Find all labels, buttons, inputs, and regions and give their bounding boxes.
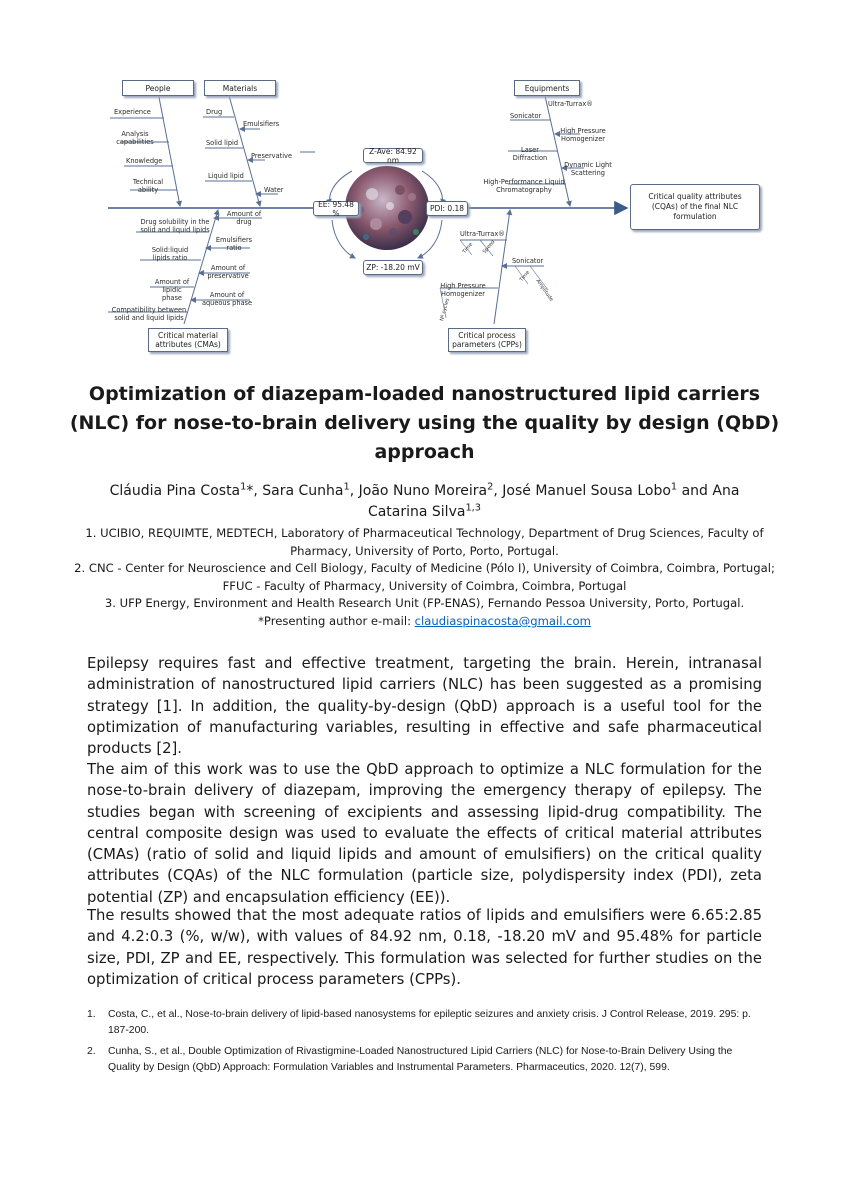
cpp-param: Time [461, 241, 475, 255]
cma-item: Compatibility between solid and liquid lipids [111, 306, 187, 322]
paper-title: Optimization of diazepam-loaded nanostructured lipid carriers (NLC) for nose-to-brain delivery using the quality by design (QbD) approach [69, 383, 780, 463]
affiliations [70, 525, 779, 631]
reference-text: Costa, C., et al., Nose-to-brain delivery of lipid-based nanosystems for epileptic seizures and anxiety crisis. J Control Release, 2019. 295: p. 187-200. [108, 1009, 751, 1036]
cma-item: Amount of aqueous phase [201, 291, 253, 307]
cpp-param: Time [518, 269, 532, 283]
reference-item [87, 1044, 767, 1075]
contact-line [70, 613, 779, 631]
cma-item: Drug solubility in the solid and liquid lipids [140, 218, 210, 234]
reference-number: 2. [87, 1046, 96, 1057]
cma-item: Amount of preservative [207, 264, 249, 280]
author-name: Cláudia Pina Costa [109, 483, 241, 499]
paragraph-2: The aim of this work was to use the QbD approach to optimize a NLC formulation for the nose-to-brain delivery of diazepam, improving the emergency therapy of epilepsy. The studies began with screening of excipients and assessing lipid-drug compatibility. The central composite design was used to evaluate the effects of critical material attributes (CMAs) (ratio of solid and liquid lipids and amount of emulsifiers) on the critical quality attributes (CQAs) of the NLC formulation (particle size, polydispersity index (PDI), zeta potential (ZP) and encapsulation efficiency (EE)). [87, 761, 762, 906]
affiliation-2: 2. CNC - Center for Neuroscience and Cell Biology, Faculty of Medicine (Pólo I), University of Coimbra, Coimbra, Portugal; FFUC - Faculty of Pharmacy, University of Coimbra, Coimbra, Portugal [74, 561, 775, 593]
presenting-mark: * [246, 483, 254, 499]
cpp-item: Sonicator [512, 257, 544, 265]
category-equipments: Equipments [514, 80, 580, 96]
equipment-item: High-Performance Liquid Chromatography [483, 178, 565, 194]
people-item: Experience [114, 108, 151, 116]
cma-item: Emulsifiers ratio [215, 236, 253, 252]
author-list: Cláudia Pina Costa$^1$*, Sara Cunha$^1$, João Nuno Moreira$^2$, José Manuel Sousa Lobo$^1$ and Ana Catarina Silva$^{1,3}$ [109, 481, 740, 520]
equipment-item: Laser Diffraction [512, 146, 548, 162]
contact-label: *Presenting author e-mail: [258, 613, 411, 628]
cpp-item: High Pressure Homogenizer [440, 282, 486, 298]
materials-item: Emulsifiers [243, 120, 280, 128]
author-name: José Manuel Sousa Lobo [502, 483, 671, 499]
category-cmas: Critical material attributes (CMAs) [148, 328, 228, 352]
materials-item: Drug [206, 108, 223, 116]
reference-text: Cunha, S., et al., Double Optimization of Rivastigmine-Loaded Nanostructured Lipid Carriers (NLC) for Nose-to-Brain Delivery Using the Quality by Design (QbD) Approach: Formulation Variables and Instrumental Parameters. Pharmaceutics, 2020. 12(7), 599. [108, 1046, 733, 1073]
references [87, 1007, 767, 1081]
equipment-item: High Pressure Homogenizer [560, 127, 606, 143]
equipment-item: Ultra-Turrax® [548, 100, 593, 108]
cqa-outcome-box: Critical quality attributes (CQAs) of the final NLC formulation [630, 184, 760, 230]
author-affiliation: 1 [343, 481, 350, 493]
materials-item: Preservative [251, 152, 293, 160]
cma-item: Solid:liquid lipids ratio [151, 246, 189, 262]
author-name: Sara Cunha [262, 483, 344, 499]
equipment-item: Dynamic Light Scattering [564, 161, 612, 177]
contact-email-link[interactable]: claudiaspinacosta@gmail.com [414, 613, 591, 628]
materials-item: Liquid lipid [208, 172, 244, 180]
people-item: Technical ability [132, 178, 164, 194]
paragraph-1: Epilepsy requires fast and effective treatment, targeting the brain. Herein, intranasal administration of nanostructured lipid carriers (NLC) has been suggested as a promising strategy [1]. In addition, the quality-by-design (QbD) approach is a useful tool for the optimization of manufacturing variables, resulting in effective and safe pharmaceutical products [2]. [87, 655, 762, 758]
equipment-item: Sonicator [510, 112, 542, 120]
author-affiliation: 1 [240, 481, 247, 493]
cpp-param: Speed [481, 239, 497, 255]
author-name: Ana Catarina Silva [367, 483, 740, 520]
cpp-item: Ultra-Turrax® [460, 230, 505, 238]
cma-item: Amount of lipidic phase [154, 278, 190, 302]
category-cpps: Critical process parameters (CPPs) [448, 328, 526, 352]
author-affiliation: 2 [487, 481, 494, 493]
category-people: People [122, 80, 194, 96]
people-item: Analysis capabilities [116, 130, 154, 146]
author-affiliation: 1 [670, 481, 678, 493]
materials-item: Water [264, 186, 284, 194]
zave-box: Z-Ave: 84.92 nm [363, 148, 423, 163]
reference-number: 1. [87, 1009, 96, 1020]
author-joiner: and [681, 483, 708, 499]
cpp-param: Nº cycles [439, 297, 451, 322]
people-item: Knowledge [126, 157, 163, 165]
materials-item: Solid lipid [206, 139, 239, 147]
ishikawa-diagram [100, 72, 780, 362]
zp-box: ZP: -18.20 mV [363, 260, 423, 275]
author-name: João Nuno Moreira [358, 483, 488, 499]
ee-box: EE: 95.48 % [313, 201, 359, 216]
reference-item [87, 1007, 767, 1038]
affiliation-1: 1. UCIBIO, REQUIMTE, MEDTECH, Laboratory of Pharmaceutical Technology, Department of Drug Sciences, Faculty of Pharmacy, University of Porto, Porto, Portugal. [85, 526, 764, 558]
cpp-param: Amplitude [534, 278, 555, 303]
cma-item: Amount of drug [226, 210, 262, 226]
author-affiliation: 1,3 [465, 502, 482, 514]
affiliation-3: 3. UFP Energy, Environment and Health Research Unit (FP-ENAS), Fernando Pessoa University, Porto, Portugal. [104, 596, 745, 611]
pdi-box: PDI: 0.18 [426, 201, 468, 216]
paragraph-3: The results showed that the most adequate ratios of lipids and emulsifiers were 6.65:2.85 and 4.2:0.3 (%, w/w), with values of 84.92 nm, 0.18, -18.20 mV and 95.48% for particle size, PDI, ZP and EE, respectively. This formulation was selected for further studies on the optimization of critical process parameters (CPPs). [87, 907, 762, 988]
category-materials: Materials [204, 80, 276, 96]
